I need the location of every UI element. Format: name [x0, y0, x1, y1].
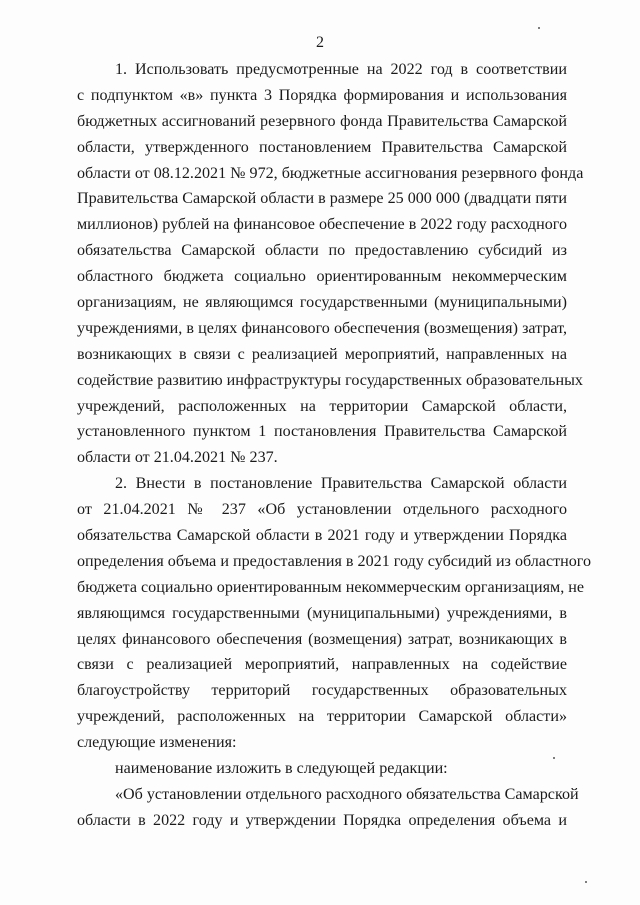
text-line: обязательства Самарской области в 2021 году и утверждении Порядка — [77, 527, 567, 545]
text-line: благоустройству территорий государственных образовательных — [77, 682, 567, 700]
text-line: учреждений, расположенных на территории Самарской области, — [77, 397, 567, 415]
text-line: «Об установлении отдельного расходного обязательства Самарской — [115, 785, 579, 803]
text-line: обязательства Самарской области по предоставлению субсидий из — [77, 242, 567, 260]
text-line: наименование изложить в следующей редакции: — [115, 760, 448, 778]
scan-speck — [538, 27, 540, 29]
text-line: Правительства Самарской области в размере 25 000 000 (двадцати пяти — [77, 190, 567, 208]
text-line: бюджетных ассигнований резервного фонда Правительства Самарской — [77, 112, 567, 130]
text-line: миллионов) рублей на финансовое обеспечение в 2022 году расходного — [77, 216, 567, 234]
text-line: учреждениями, в целях финансового обеспечения (возмещения) затрат, — [77, 319, 567, 337]
text-line: области в 2022 году и утверждении Порядка определения объема и — [77, 811, 567, 829]
text-line: организациям, не являющимся государственными (муниципальными) — [77, 294, 567, 312]
text-line: являющимся государственными (муниципальными) учреждениями, в — [77, 604, 567, 622]
text-line: области от 08.12.2021 № 972, бюджетные ассигнования резервного фонда — [77, 164, 584, 182]
text-line: целях финансового обеспечения (возмещения) затрат, возникающих в — [77, 630, 567, 648]
text-line: возникающих в связи с реализацией мероприятий, направленных на — [77, 345, 567, 363]
page-number: 2 — [316, 34, 324, 51]
text-line: учреждений, расположенных на территории Самарской области» — [77, 708, 567, 726]
text-line: областного бюджета социально ориентированным некоммерческим — [77, 268, 567, 286]
document-body — [77, 57, 592, 834]
text-line: области, утвержденного постановлением Правительства Самарской — [77, 138, 567, 156]
text-line: содействие развитию инфраструктуры государственных образовательных — [77, 371, 583, 389]
scan-speck — [585, 881, 587, 883]
scan-speck — [553, 757, 555, 759]
text-line: области от 21.04.2021 № 237. — [77, 449, 278, 467]
text-line: определения объема и предоставления в 2021 году субсидий из областного — [77, 552, 592, 570]
text-line: следующие изменения: — [77, 734, 237, 752]
text-line: бюджета социально ориентированным некоммерческим организациям, не — [77, 578, 585, 596]
text-line: с подпунктом «в» пункта 3 Порядка формирования и использования — [77, 86, 567, 104]
text-line: связи с реализацией мероприятий, направленных на содействие — [77, 656, 567, 674]
text-line: установленного пунктом 1 постановления Правительства Самарской — [77, 423, 567, 441]
text-line: 1. Использовать предусмотренные на 2022 год в соответствии — [115, 61, 567, 78]
text-line: от 21.04.2021 № 237 «Об установлении отдельного расходного — [77, 501, 567, 519]
text-line: 2. Внести в постановление Правительства Самарской области — [115, 475, 567, 493]
